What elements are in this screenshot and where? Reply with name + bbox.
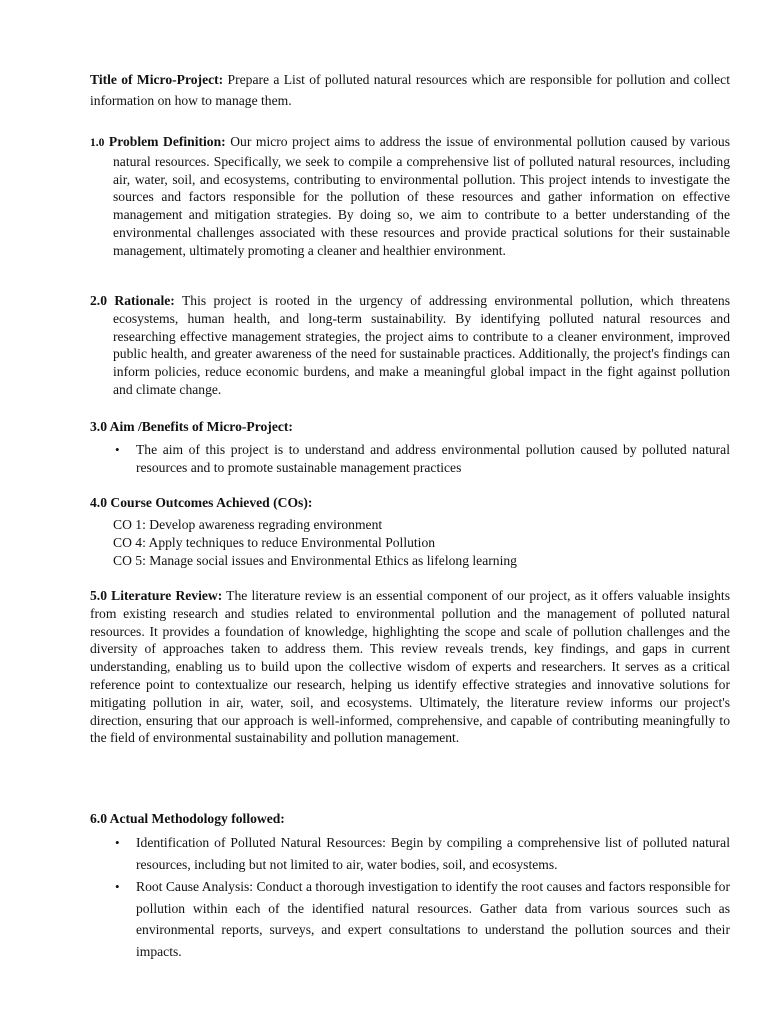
list-item-text: The aim of this project is to understand and address environmental pollution caused by polluted natural resources and to promote sustainable management practices [136, 442, 730, 475]
list-item [115, 441, 730, 477]
methodology-bullet-list [115, 832, 730, 962]
section1-heading: Problem Definition [108, 134, 222, 149]
course-outcomes-list [113, 516, 730, 569]
list-item-text: Root Cause Analysis: Conduct a thorough investigation to identify the root causes and factors responsible for pollution within each of the identified natural resources. Gather data from various sources such as environmental reports, surveys, and expert consultations to understand the pollution sources and their impacts. [136, 879, 730, 959]
list-item: CO 4: Apply techniques to reduce Environmental Pollution [113, 534, 436, 550]
section-rationale [90, 292, 730, 399]
section-problem-definition [90, 133, 730, 260]
section4-heading: 4.0 Course Outcomes Achieved (COs): [90, 495, 313, 510]
bullet-icon: • [115, 879, 120, 894]
section2-text: This project is rooted in the urgency of addressing environmental pollution, which threatens ecosystems, human health, and long-term sustainability. By identifying polluted natural resources and researching effective management strategies, the project aims to contribute to a cleaner environment, improved public health, and greater awareness of the need for sustainable practices. Additionally, the project's findings can inform policies, reduce economic burdens, and make a meaningful global impact in the fight against pollution and climate change. [113, 293, 730, 397]
section3-heading: 3.0 Aim /Benefits of Micro-Project: [90, 419, 293, 434]
section1-colon: : [221, 134, 226, 149]
section6-heading: 6.0 Actual Methodology followed: [90, 811, 285, 826]
bullet-icon: • [115, 835, 120, 850]
title-label: Title of Micro-Project: [90, 72, 224, 87]
project-title [90, 69, 730, 111]
bullet-icon: • [115, 442, 120, 457]
section2-heading: 2.0 Rationale: [90, 293, 175, 308]
list-item: CO 5: Manage social issues and Environmental Ethics as lifelong learning [113, 552, 517, 568]
section3-bullet-list [115, 441, 730, 477]
list-item [115, 876, 730, 962]
section-literature-review [90, 587, 730, 747]
list-item [115, 832, 730, 875]
section1-text: Our micro project aims to address the issue of environmental pollution caused by various natural resources. Specifically, we seek to compile a comprehensive list of polluted natural resources, including air, water, soil, and ecosystems, contributing to environmental pollution. This project intends to investigate the sources and factors responsible for the pollution of these resources and gather information on effective management and mitigation strategies. By doing so, we aim to contribute to a better understanding of the environmental challenges associated with these resources and provide practical solutions for their sustainable management, ultimately promoting a cleaner and healthier environment. [113, 134, 730, 258]
section5-text: The literature review is an essential component of our project, as it offers valuable insights from existing research and studies related to environmental pollution and the management of polluted natural resources. It provides a foundation of knowledge, highlighting the scope and scale of pollution challenges and the diversity of approaches taken to address them. This review reveals trends, key findings, and gaps in current understanding, enabling us to build upon the collective wisdom of experts and researchers. It serves as a critical reference point to contextualize our research, helping us identify effective strategies and innovative solutions for mitigating pollution in air, water, soil, and ecosystems. Ultimately, the literature review informs our project's direction, ensuring that our approach is well-informed, comprehensive, and capable of contributing meaningfully to the field of environmental sustainability and pollution management. [90, 588, 731, 746]
list-item: CO 1: Develop awareness regrading environment [113, 517, 383, 532]
section1-number: 1.0 [90, 137, 105, 149]
section5-heading: 5.0 Literature Review: [90, 588, 223, 603]
title-text: Prepare a List of polluted natural resources which are responsible for pollution and collect information on how to manage them. [90, 72, 730, 108]
list-item-text: Identification of Polluted Natural Resources: Begin by compiling a comprehensive list of polluted natural resources, including but not limited to air, water bodies, soil, and ecosystems. [136, 835, 730, 872]
